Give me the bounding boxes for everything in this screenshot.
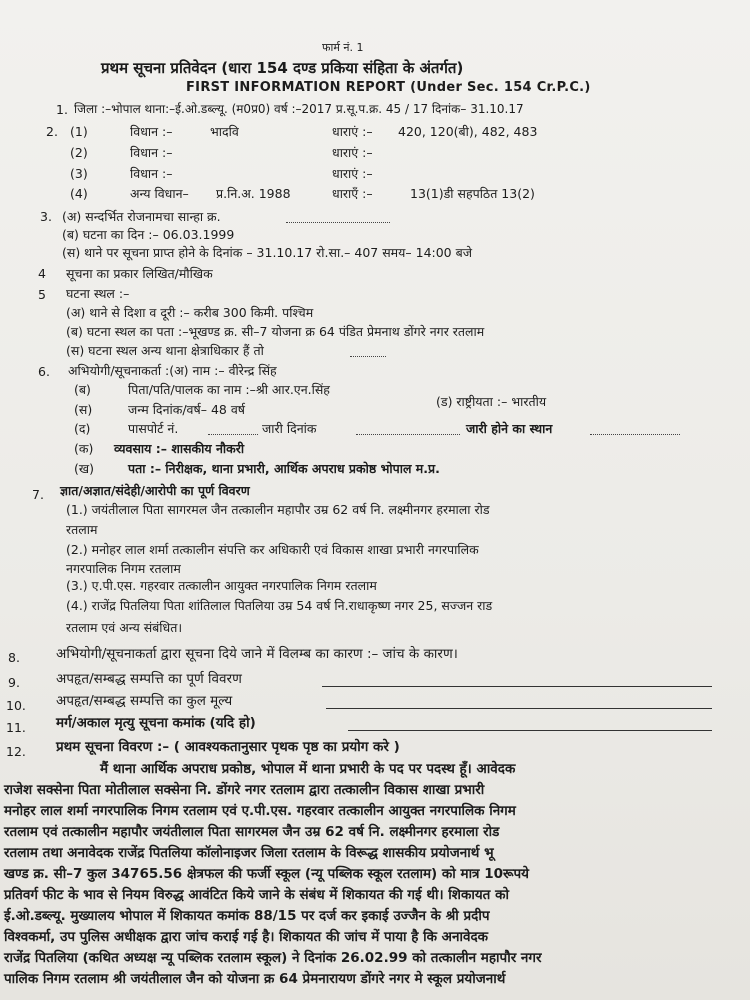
row3-a-text: (अ) सन्दर्भित रोजनामचा सान्हा क्र. [62, 209, 221, 224]
narrative-line-11: पालिक निगम रतलाम श्री जयंतीलाल जैन को योजना क्र 64 प्रेमनारायण डोंगरे नगर मे स्कूल प्रयोजनार्थ [4, 971, 506, 987]
row2-item2-label: विधान :– [130, 145, 173, 160]
row5-head: घटना स्थल :– [66, 286, 130, 301]
narrative-line-1: मैं थाना आर्थिक अपराध प्रकोष्ठ, भोपाल में थाना प्रभारी के पद पर पदस्थ हूँ। आवेदक [100, 761, 516, 777]
row10-blank-line [326, 708, 712, 709]
row6-number: 6. [38, 364, 50, 379]
narrative-line-9: विश्वकर्मा, उप पुलिस अधीक्षक द्वारा जांच कराई गई है। शिकायत की जांच में पाया है कि अनावेदक [4, 929, 489, 945]
row6-head: अभियोगी/सूचनाकर्ता :(अ) नाम :– वीरेन्द्र सिंह [68, 363, 277, 378]
row2-item1-dhara-value: 420, 120(बी), 482, 483 [398, 124, 538, 139]
narrative-line-8: ई.ओ.डब्ल्यू. मुख्यालय भोपाल में शिकायत कमांक 88/15 पर दर्ज कर इकाई उज्जैन के श्री प्रदीप [4, 908, 490, 924]
title-hindi: प्रथम सूचना प्रतिवेदन (धारा 154 दण्ड प्रकिया संहिता के अंतर्गत) [101, 59, 464, 77]
row11-number: 11. [6, 720, 26, 735]
row2-item3-label: विधान :– [130, 166, 173, 181]
row2-item2-no: (2) [70, 145, 88, 160]
narrative-line-3: मनोहर लाल शर्मा नगरपालिक निगम रतलाम एवं ए.पी.एस. गहरवार तत्कालीन आयुक्त नगरपालिक निगम [4, 803, 516, 819]
row12-number: 12. [6, 744, 26, 759]
row2-item4-label: अन्य विधान– [130, 186, 189, 201]
row2-item4-value: प्र.नि.अ. 1988 [216, 186, 291, 201]
row10-number: 10. [6, 698, 26, 713]
accused-line-1: (1.) जयंतीलाल पिता सागरमल जैन तत्कालीन महापौर उम्र 62 वर्ष नि. लक्ष्मीनगर हरमाला रोड [66, 502, 490, 517]
row1-district-text: जिला :–भोपाल थाना:–ई.ओ.डब्ल्यू. (म0प्र0) वर्ष :–2017 प्र.सू.प.क्र. 45 / 17 दिनांक– 31.10.17 [74, 102, 524, 116]
row6-s-text: जन्म दिनांक/वर्ष– 48 वर्ष [128, 402, 246, 417]
row3-number: 3. [40, 209, 52, 224]
row6-d-issue: जारी दिनांक [262, 421, 317, 436]
row7-head: ज्ञात/अज्ञात/संदेही/आरोपी का पूर्ण विवरण [60, 483, 250, 498]
row6-d-place: जारी होने का स्थान [466, 421, 553, 436]
row1-number: 1. [56, 102, 68, 117]
accused-line-4: नगरपालिक निगम रतलाम [66, 561, 181, 576]
row6-kh-no: (ख) [74, 461, 94, 476]
narrative-line-10: राजेंद्र पितलिया (कथित अध्यक्ष न्यू पब्लिक रतलाम स्कूल) ने दिनांक 26.02.99 को तत्कालीन महापौर नगर [4, 950, 542, 966]
row4-number: 4 [38, 266, 46, 281]
narrative-line-5: रतलाम तथा अनावेदक राजेंद्र पितलिया कॉलोनाइजर जिला रतलाम के विरूद्ध शासकीय प्रयोजनार्थ भू [4, 845, 494, 861]
accused-line-5: (3.) ए.पी.एस. गहरवार तत्कालीन आयुक्त नगरपालिक निगम रतलाम [66, 578, 377, 593]
row2-item1-value: भादवि [210, 124, 239, 139]
issue-date-blank-line [356, 434, 460, 435]
narrative-line-2: राजेश सक्सेना पिता मोतीलाल सक्सेना नि. डोंगरे नगर रतलाम द्वारा तत्कालीन विकास शाखा प्रभारी [4, 782, 485, 798]
row11-text: मर्ग/अकाल मृत्यु सूचना कमांक (यदि हो) [56, 715, 256, 731]
row3-b-text: (ब) घटना का दिन :– 06.03.1999 [62, 227, 235, 242]
row5-c-text: (स) घटना स्थल अन्य थाना क्षेत्राधिकार हैं तो [66, 343, 264, 358]
row8-text: अभियोगी/सूचनाकर्ता द्वारा सूचना दिये जाने में विलम्ब का कारण :– जांच के कारण। [56, 646, 458, 662]
row6-s-no: (स) [74, 402, 93, 417]
row2-item4-no: (4) [70, 186, 88, 201]
row6-nationality: (ड) राष्ट्रीयता :– भारतीय [436, 394, 547, 409]
row6-b-no: (ब) [74, 382, 91, 397]
title-english: FIRST INFORMATION REPORT (Under Sec. 154 Cr.P.C.) [186, 80, 591, 95]
row9-text: अपहृत/सम्बद्ध सम्पत्ति का पूर्ण विवरण [56, 671, 242, 687]
row7-number: 7. [32, 487, 44, 502]
row6-k-text: व्यवसाय :– शासकीय नौकरी [114, 441, 245, 456]
row2-item4-dhara-value: 13(1)डी सहपठित 13(2) [410, 186, 535, 201]
row2-item1-dhara-label: धाराएं :– [332, 124, 373, 139]
row10-text: अपहृत/सम्बद्ध सम्पत्ति का कुल मूल्य [56, 693, 233, 709]
accused-line-2: रतलाम [66, 522, 98, 537]
passport-blank-line [208, 434, 258, 435]
row6-b-text: पिता/पति/पालक का नाम :–श्री आर.एन.सिंह [128, 382, 330, 397]
row5-number: 5 [38, 287, 46, 302]
row8-number: 8. [8, 650, 20, 665]
form-number: फार्म नं. 1 [322, 41, 364, 54]
row5-c-blank-line [350, 356, 386, 357]
row5-b-text: (ब) घटना स्थल का पता :–भूखण्ड क्र. सी–7 योजना क्र 64 पंडित प्रेमनाथ डोंगरे नगर रतलाम [66, 324, 485, 339]
row12-text: प्रथम सूचना विवरण :– ( आवश्यकतानुसार पृथक पृष्ठ का प्रयोग करे ) [56, 739, 400, 755]
row9-number: 9. [8, 675, 20, 690]
row4-text: सूचना का प्रकार लिखित/मौखिक [66, 266, 213, 281]
accused-line-7: रतलाम एवं अन्य संबंधित। [66, 620, 183, 635]
row2-item2-dhara-label: धाराएं :– [332, 145, 373, 160]
row2-item4-dhara-label: धाराएँ :– [332, 186, 373, 201]
issue-place-blank-line [590, 434, 680, 435]
row3-c-text: (स) थाने पर सूचना प्राप्त होने के दिनांक – 31.10.17 रो.सा.– 407 समय– 14:00 बजे [62, 245, 473, 260]
narrative-line-6: खण्ड क्र. सी–7 कुल 34765.56 क्षेत्रफल की फर्जी स्कूल (न्यू पब्लिक स्कूल रतलाम) को मात्र 10रूपये [4, 866, 529, 882]
narrative-line-7: प्रतिवर्ग फीट के भाव से नियम विरुद्ध आवंटित किये जाने के संबंध में शिकायत की गई थी। शिकायत को [4, 887, 509, 903]
row6-d-no: (द) [74, 421, 91, 436]
row6-k-no: (क) [74, 441, 94, 456]
narrative-line-4: रतलाम एवं तत्कालीन महापौर जयंतीलाल पिता सागरमल जैन उम्र 62 वर्ष नि. लक्ष्मीनगर हरमाला रोड [4, 824, 500, 840]
row9-blank-line [322, 686, 712, 687]
row2-item3-dhara-label: धाराएं :– [332, 166, 373, 181]
row5-a-text: (अ) थाने से दिशा व दूरी :– करीब 300 किमी. पश्चिम [66, 305, 314, 320]
row2-item1-label: विधान :– [130, 124, 173, 139]
row2-number: 2. [46, 124, 58, 139]
accused-line-6: (4.) राजेंद्र पितलिया पिता शांतिलाल पितलिया उम्र 54 वर्ष नि.राधाकृष्ण नगर 25, सज्जन राड [66, 598, 493, 613]
row6-kh-text: पता :– निरीक्षक, थाना प्रभारी, आर्थिक अपराध प्रकोष्ठ भोपाल म.प्र. [128, 461, 440, 476]
row3-a-blank-line [286, 222, 390, 223]
accused-line-3: (2.) मनोहर लाल शर्मा तत्कालीन संपत्ति कर अधिकारी एवं विकास शाखा प्रभारी नगरपालिक [66, 542, 479, 557]
row11-blank-line [348, 730, 712, 731]
row6-d-text: पासपोर्ट नं. [128, 421, 179, 436]
row2-item1-no: (1) [70, 124, 88, 139]
row2-item3-no: (3) [70, 166, 88, 181]
